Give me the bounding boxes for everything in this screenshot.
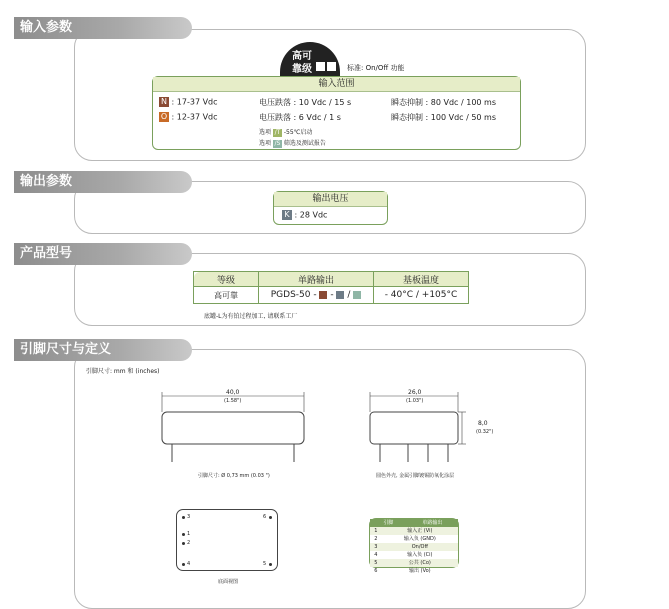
output-k-text: : 28 Vdc <box>294 210 328 220</box>
dim-height-in: (0.32") <box>476 429 494 435</box>
transient-o: 瞬态抑制 : 100 Vdc / 50 ms <box>391 113 497 122</box>
model-sep: / <box>347 290 351 300</box>
code-o: O <box>160 112 168 121</box>
dim-length: 40,0 <box>226 389 240 396</box>
pin-diameter-note: 引脚尺寸: Ø 0,73 mm (0.03 ") <box>198 473 270 479</box>
input-row-o <box>159 112 519 122</box>
pin-dot-5 <box>269 563 272 566</box>
input-range-box <box>152 76 521 150</box>
standard-note: 标准: On/Off 功能 <box>347 64 405 72</box>
pin-num: 2 <box>374 536 378 542</box>
table-row <box>370 551 458 559</box>
input-range-header: 输入范围 <box>153 77 520 92</box>
dim-width-in: (1.03") <box>406 398 424 404</box>
pin-num: 6 <box>374 568 378 574</box>
pin-label-2: 2 <box>187 540 191 546</box>
pin-num: 3 <box>370 543 382 551</box>
pins-section-frame <box>74 349 586 609</box>
table-row <box>370 567 458 575</box>
pin-func: On/Off <box>382 543 458 551</box>
option-s-code: /S <box>274 139 281 147</box>
drop-o: 电压跌落 : 6 Vdc / 1 s <box>259 113 341 122</box>
model-header-temp: 基板温度 <box>374 272 469 287</box>
pin-func: 输出 (Vo) <box>409 568 431 574</box>
model-header-output: 单路输出 <box>259 272 374 287</box>
section-header-pins: 引脚尺寸与定义 <box>14 339 192 361</box>
pin-dot-6 <box>269 516 272 519</box>
code-k: K <box>282 210 292 220</box>
pins-caption: 引脚尺寸: mm 和 (inches) <box>86 368 160 375</box>
pin-func: 输入正 (Vi) <box>382 527 458 535</box>
badge-line2: 靠级 <box>292 64 312 75</box>
section-header-model: 产品型号 <box>14 243 192 265</box>
badge-square-2 <box>327 62 336 71</box>
dim-height: 8,0 <box>478 420 488 427</box>
pin-func: 输入负 (Ci) <box>407 552 433 558</box>
option-s <box>259 138 326 148</box>
code-n: N <box>159 97 169 107</box>
output-row-k <box>282 210 327 220</box>
pin-label-4: 4 <box>187 561 191 567</box>
model-note: 底罐-L为有铂过程加工, 请联系工厂 <box>204 313 298 320</box>
option-s-text: 筛选及测试报告 <box>283 140 326 147</box>
option-t-code: /T <box>274 128 281 136</box>
model-table <box>193 271 469 304</box>
model-temp: - 40°C / +105°C <box>374 287 469 304</box>
input-row-n <box>159 97 519 107</box>
range-n: : 17-37 Vdc <box>171 97 218 107</box>
badge-line1: 高可 <box>292 51 312 62</box>
pin-dot-4 <box>182 563 185 566</box>
table-row <box>370 535 458 543</box>
model-grade: 高可靠 <box>194 287 259 304</box>
pin-func: 公共 (Co) <box>382 559 458 567</box>
side-view-note: 圆色外壳, 金属引脚镀锡防氧化涂层 <box>376 473 455 479</box>
option-t-text: -55℃启动 <box>283 129 313 136</box>
model-option-square <box>353 291 361 299</box>
section-header-input: 输入参数 <box>14 17 192 39</box>
section-header-output: 输出参数 <box>14 171 192 193</box>
option-t <box>259 127 312 137</box>
pin-num: 5 <box>370 559 382 567</box>
pin-table-header-output: 单路输出 <box>422 520 443 526</box>
bottom-view-drawing <box>176 509 278 571</box>
pin-table-body <box>370 527 458 575</box>
model-input-square <box>319 291 327 299</box>
pin-definition-table <box>369 518 459 574</box>
pin-func: 输入负 (GND) <box>403 536 436 542</box>
option-t-label: 选项 <box>259 129 272 136</box>
dim-width: 26,0 <box>408 389 422 396</box>
pin-label-3: 3 <box>187 514 191 520</box>
option-s-label: 选项 <box>259 140 272 147</box>
pin-table-header-pin: 引脚 <box>383 520 394 526</box>
table-row <box>370 559 458 567</box>
pin-dot-2 <box>182 542 185 545</box>
pin-dot-1 <box>182 533 185 536</box>
table-row <box>370 527 458 535</box>
model-code-cell: PGDS-50 - - / <box>259 287 374 304</box>
model-prefix: PGDS-50 - <box>270 290 317 300</box>
pin-num: 4 <box>374 552 378 558</box>
pin-label-5: 5 <box>263 561 267 567</box>
bottom-view-label: 底面视图 <box>218 579 239 585</box>
badge-square-1 <box>316 62 325 71</box>
output-voltage-box <box>273 191 388 225</box>
output-voltage-header: 输出电压 <box>274 192 387 207</box>
transient-n: 瞬态抑制 : 80 Vdc / 100 ms <box>391 98 497 107</box>
drop-n: 电压跌落 : 10 Vdc / 15 s <box>259 98 352 107</box>
pin-dot-3 <box>182 516 185 519</box>
model-output-square <box>336 291 344 299</box>
table-row <box>370 543 458 551</box>
pin-table-header <box>370 519 458 527</box>
range-o: : 12-37 Vdc <box>171 112 218 122</box>
pin-label-6: 6 <box>263 514 267 520</box>
pin-num: 1 <box>370 527 382 535</box>
model-header-grade: 等级 <box>194 272 259 287</box>
pin-label-1: 1 <box>187 531 191 537</box>
dim-length-in: (1.58") <box>224 398 242 404</box>
